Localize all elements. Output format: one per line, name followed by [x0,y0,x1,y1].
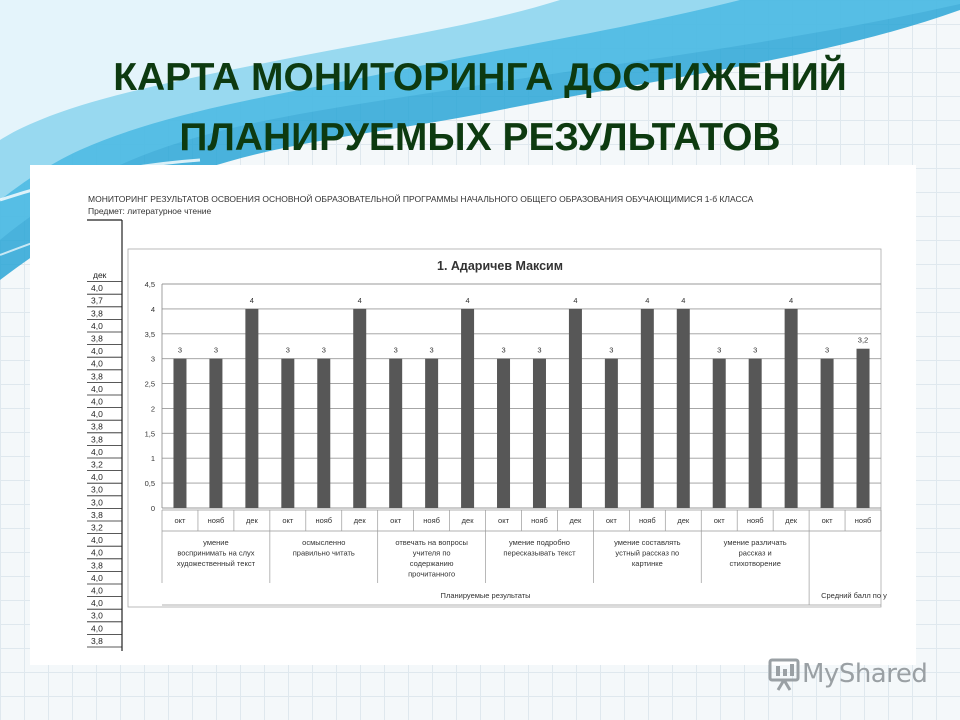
group-label: правильно читать [292,548,355,558]
x-month-label: нояб [531,516,548,525]
x-month-label: нояб [315,516,333,525]
group-label: художественный текст [176,559,256,568]
group-label: отвечать на вопросы [395,538,468,547]
chart-bar [857,349,870,508]
bar-value-label: 4 [645,295,650,305]
bar-value-label: 3 [393,345,398,355]
side-table-value: 4,0 [91,283,103,294]
bar-value-label: 3 [285,345,290,355]
bar-value-label: 4 [357,295,362,305]
chart-bar [389,359,402,508]
x-month-label: дек [569,516,582,525]
chart-bar [821,359,834,508]
chart-bar [605,359,618,508]
group-label: воспринимать на слух [177,548,255,558]
chart-bar [245,309,258,508]
side-table-value: 3,8 [91,434,103,445]
chart-bar [425,359,438,508]
side-table-value: 4,0 [91,472,103,483]
chart-bar [569,309,582,508]
side-table-value: 4,0 [91,623,103,634]
side-table-value: 3,0 [91,610,103,621]
bar-value-label: 3 [321,345,326,355]
group-label: осмысленно [302,538,346,547]
chart-bar [677,309,690,508]
bar-value-label: 3 [717,345,722,355]
x-month-label: дек [461,516,474,525]
x-month-label: нояб [638,516,656,525]
y-tick-label: 1 [150,454,155,464]
x-month-label: дек [785,516,798,525]
bar-value-label: 4 [249,295,254,305]
group-label: стихотворение [729,559,781,568]
bar-value-label: 3 [429,345,434,355]
group-label: умение составлять [614,538,681,547]
side-table-value: 4,0 [91,446,103,457]
y-tick-label: 3,5 [144,329,155,339]
chart-bar [713,359,726,508]
y-tick-label: 2,5 [144,379,155,389]
side-table-value: 4,0 [91,320,103,331]
bar-chart [30,165,916,665]
side-table-value: 3,8 [91,421,103,432]
side-table-value: 4,0 [91,598,103,609]
group-label: умение различать [723,538,787,547]
slide-title [0,48,960,168]
watermark-logo [766,654,927,694]
chart-bar [281,359,294,508]
x-month-label: окт [605,516,617,525]
side-table-value: 3,8 [91,308,103,319]
chart-bar [173,359,186,508]
chart-bar [749,359,762,508]
x-month-label: окт [390,516,402,525]
chart-bar [461,309,474,508]
side-table-value: 3,2 [91,459,103,470]
x-month-label: окт [498,516,510,525]
x-month-label: нояб [207,516,225,525]
group-label: рассказ и [738,548,772,558]
x-month-label: нояб [423,516,440,525]
side-table-value: 3,7 [91,295,103,306]
chart-bar [533,359,546,508]
bar-value-label: 4 [789,295,794,305]
side-table-value: 4,0 [91,585,103,596]
bar-value-label: 3 [824,345,830,355]
document-header-title: МОНИТОРИНГ РЕЗУЛЬТАТОВ ОСВОЕНИЯ ОСНОВНОЙ ОБРАЗОВАТЕЛЬНОЙ ПРОГРАММЫ НАЧАЛЬНОГО ОБЩЕГО ОБРАЗОВАНИЯ ОБУЧАЮЩИМИСЯ 1-б КЛАССА [88,194,754,204]
side-table-header: дек [93,270,107,280]
side-table-value: 4,0 [91,383,103,394]
group-label: картинке [631,559,663,568]
slide-title-line-1: КАРТА МОНИТОРИНГА ДОСТИЖЕНИЙ [113,56,847,99]
bar-value-label: 4 [681,295,686,305]
side-table-value: 4,0 [91,346,103,357]
bar-value-label: 3 [177,345,183,355]
x-month-label: окт [174,516,186,525]
bar-value-label: 4 [465,295,470,305]
chart-bar [785,309,798,508]
watermark-text: MyShared [802,659,928,689]
document-header-subject: Предмет: литературное чтение [88,206,212,216]
side-table-value: 3,8 [91,560,103,571]
chart-bar [641,309,654,508]
chart-bar [317,359,330,508]
group-label: прочитанного [408,569,456,579]
side-table-value: 3,0 [91,484,103,495]
side-table-value: 4,0 [91,572,103,583]
chart-bar [209,359,222,508]
bar-value-label: 3 [213,345,219,355]
bar-value-label: 3,2 [857,335,869,345]
side-table-value: 3,2 [91,522,103,533]
x-month-label: нояб [854,516,872,525]
group-label: умение [203,538,229,547]
bar-value-label: 3 [537,345,542,355]
side-table-value: 3,0 [91,497,103,508]
x-month-label: дек [677,516,690,525]
y-tick-label: 2 [150,404,155,414]
group-label: содержанию [409,559,454,568]
y-tick-label: 4,5 [144,280,155,289]
x-month-label: дек [353,516,366,525]
y-tick-label: 0 [150,504,155,513]
group-label: устный рассказ по [615,548,680,558]
bar-value-label: 3 [501,345,506,355]
side-table-value: 4,0 [91,535,103,546]
scanned-document [30,165,916,665]
chart-title: 1. Адаричев Максим [437,259,563,273]
x-month-label: нояб [746,516,764,525]
group-label: учителя по [412,548,451,558]
group-label: пересказывать текст [503,548,576,558]
side-table-value: 3,8 [91,371,103,382]
y-tick-label: 3 [150,354,155,364]
x-month-label: дек [245,516,258,525]
bar-value-label: 4 [573,295,578,305]
side-table-value: 4,0 [91,409,103,420]
y-tick-label: 0,5 [144,479,155,489]
side-table-value: 3,8 [91,333,103,344]
side-table-value: 3,8 [91,635,103,646]
side-table-value: 4,0 [91,547,103,558]
x-month-label: окт [282,516,294,525]
y-tick-label: 1,5 [144,429,155,439]
side-table-value: 3,8 [91,509,103,520]
chart-bar [353,309,366,508]
footer-average-label: Средний балл по у [821,591,887,600]
y-tick-label: 4 [150,304,155,314]
footer-planned-label: Планируемые результаты [440,591,531,600]
group-label: умение подробно [508,538,570,547]
bar-value-label: 3 [609,345,614,355]
x-month-label: окт [821,516,833,525]
side-table-value: 4,0 [91,358,103,369]
x-month-label: окт [713,516,725,525]
chart-bar [497,359,510,508]
presentation-icon [766,656,802,692]
bar-value-label: 3 [753,345,758,355]
slide-title-line-2: ПЛАНИРУЕМЫХ РЕЗУЛЬТАТОВ [179,116,781,159]
side-table-value: 4,0 [91,396,103,407]
